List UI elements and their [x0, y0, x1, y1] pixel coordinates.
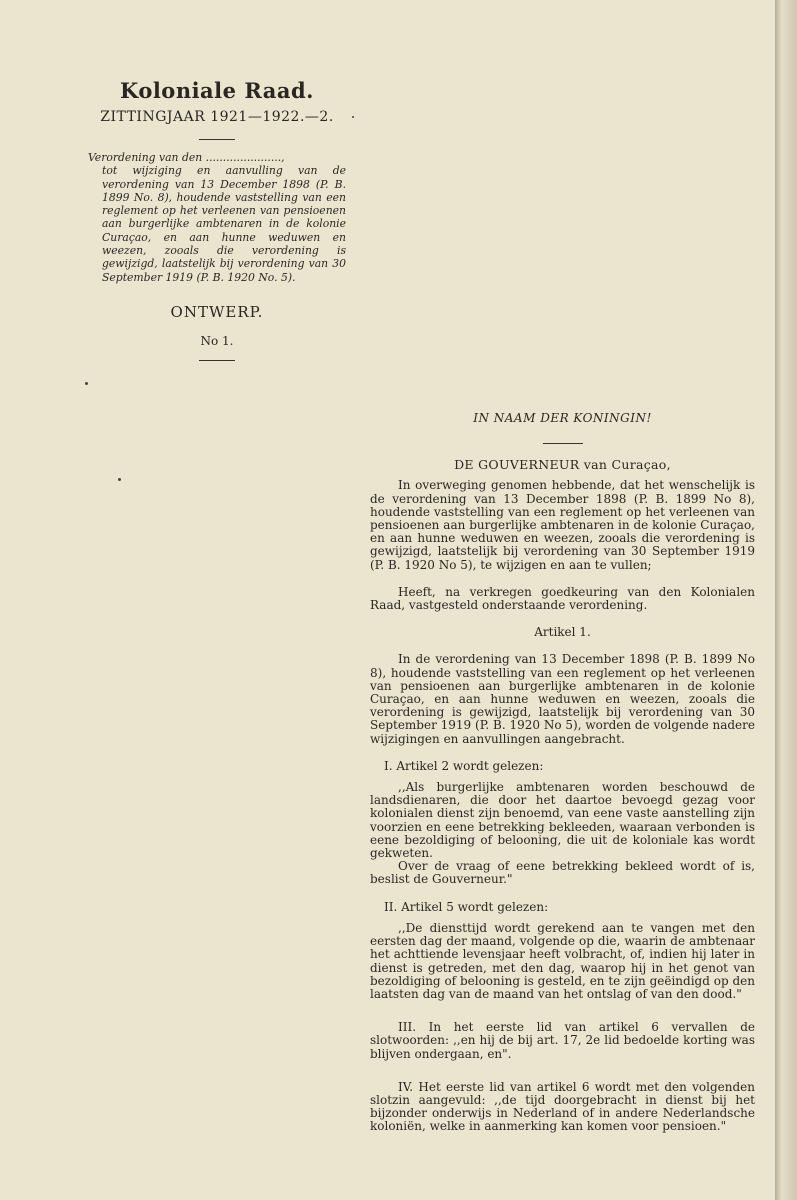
amendment-2-text: ,,De diensttijd wordt gerekend aan te vangen met den eersten dag der maand, volgende op die, waarin de ambtenaar het achttiende levensjaar heeft volbracht, of, indien hij later in dienst is getreden, met den dag, waarop hij in het genot van bezoldiging of belooning is gesteld, en te zijn geëindigd op den laatsten dag van de maand van het ontslag of van den dood." — [370, 920, 755, 1001]
draft-label: ONTWERP. — [170, 302, 264, 321]
article-intro: In de verordening van 13 December 1898 (P. B. 1899 No 8), houdende vaststelling van een reglement op het verleenen van pensioenen aan burgerlijke ambtenaren in de kolonie Curaçao, en aan hunne weduwen en weezen, zooals die verordening is gewijzigd, laatstelijk bij verordening van 30 September 1919 (P. B. 1920 No 5), worden de volgende nadere wijzigingen en aanvullingen aangebracht. — [370, 652, 755, 746]
header-column — [88, 78, 346, 361]
session-year: ZITTINGJAAR 1921—1922.—2. — [100, 109, 334, 125]
ink-speck — [352, 116, 354, 118]
council-title: Koloniale Raad. — [120, 78, 314, 103]
article-title: Artikel 1. — [534, 625, 591, 640]
draft-number: No 1. — [200, 333, 234, 348]
ordinance-summary — [88, 151, 346, 284]
amendment-1-heading: I. Artikel 2 wordt gelezen: — [384, 758, 544, 773]
considering-paragraph: In overweging genomen hebbende, dat het wenschelijk is de verordening van 13 December 1898 (P. B. 1899 No 8), houdende vaststelling van een reglement op het verleenen van pensioenen aan burgerlijke ambtenaren in de kolonie Curaçao, en aan hunne weduwen en weezen, zooals die verordening is gewijzigd, laatstelijk bij verordening van 30 September 1919 (P. B. 1920 No 5), te wijzigen en aan te vullen; — [370, 478, 755, 572]
summary-body: tot wijziging en aanvulling van de verordening van 13 December 1898 (P. B. 1899 No. 8), houdende vaststelling van een reglement op het verleenen van pensioenen aan burgerlijke ambtenaren in de kolonie Curaçao, en aan hunne weduwen en weezen, zooals die verordening is gewijzigd, laatstelijk bij verordening van 30 September 1919 (P. B. 1920 No. 5). — [102, 164, 346, 284]
ink-speck — [118, 478, 121, 481]
amendment-3-text: III. In het eerste lid van artikel 6 vervallen de slotwoorden: ,,en hij de bij art. 17, 2e lid bedoelde korting was blijven ondergaan, en". — [370, 1020, 755, 1061]
governor-line: DE GOUVERNEUR van Curaçao, — [454, 457, 671, 473]
page-edge — [775, 0, 797, 1200]
amendment-1-text-2: Over de vraag of eene betrekking bekleed wordt of is, beslist de Gouverneur." — [370, 859, 755, 887]
divider — [199, 360, 235, 361]
ordinance-text — [370, 412, 755, 1134]
amendment-2-heading: II. Artikel 5 wordt gelezen: — [384, 899, 549, 914]
approval-paragraph: Heeft, na verkregen goedkeuring van den Kolonialen Raad, vastgesteld onderstaande verordening. — [370, 584, 755, 613]
summary-first-line: Verordening van den ......................, — [88, 151, 285, 164]
preamble-heading: IN NAAM DER KONINGIN! — [473, 411, 652, 425]
ink-speck — [85, 382, 88, 385]
divider — [199, 139, 235, 140]
amendment-4-text: IV. Het eerste lid van artikel 6 wordt met den volgenden slotzin aangevuld: ,,de tijd doorgebracht in dienst bij het bijzonder onderwijs in Nederland of in andere Nederlandsche koloniën, welke in aanmerking kan komen voor pensioen." — [370, 1079, 755, 1134]
amendment-1-text: ,,Als burgerlijke ambtenaren worden beschouwd de landsdienaren, die door het daartoe bevoegd gezag voor kolonialen dienst zijn benoemd, van eene vaste aanstelling zijn voorzien en eene betrekking bekleeden, waaraan verbonden is eene bezoldiging of belooning, die uit de koloniale kas wordt gekweten. — [370, 780, 755, 861]
divider — [543, 443, 583, 444]
